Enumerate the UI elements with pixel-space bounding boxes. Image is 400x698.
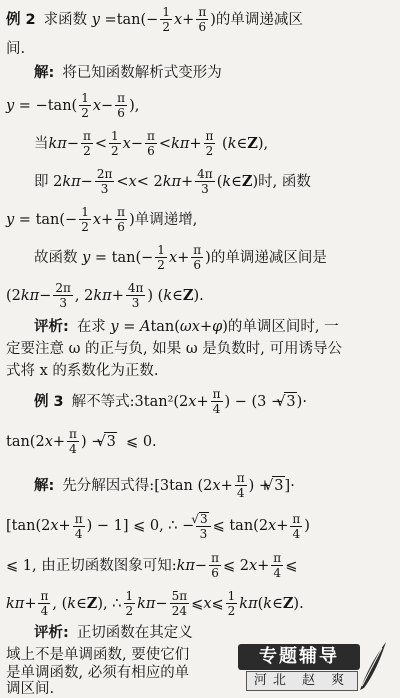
- quill-pen-icon: [356, 640, 388, 692]
- solution-2-intro: 解: 将已知函数解析式变形为: [34, 65, 222, 81]
- solution-2-condition: 当 kπ − $\frac{\pi}{2}$ < $\frac{1}{2}$ x − $\frac{\pi}{6}$ < kπ + $\frac{\pi}{2}$ ( k ∈ Z ),: [34, 129, 269, 158]
- solution-3-factor-cont: [tan(2 x + $\frac{\pi}{4}$ ) − 1] ⩽ 0, ∴ − √ $\frac{3}{3}$ ⩽ tan(2 x + $\frac{\pi}{4}$ ): [6, 512, 396, 540]
- comment-2-line-2: 域上不是单调函数, 要使它们: [6, 647, 190, 663]
- comment-2-line-4: 调区间.: [6, 681, 55, 697]
- comment-1-line-1: 评析: 在求 y = A tan( ωx + φ ) 的单调区间时, 一: [34, 319, 339, 335]
- example-3-inequality-cont: tan(2 x + $\frac{\pi}{4}$ ) − √ 3 ⩽ 0.: [6, 428, 396, 455]
- example-2-heading-cont: 间.: [6, 41, 26, 57]
- comment-1-line-3: 式将 x 的系数化为正数.: [6, 363, 159, 379]
- comment-1-line-2: 定要注意 ω 的正与负, 如果 ω 是负数时, 可用诱导公: [6, 341, 343, 357]
- solution-2-transform: y = −tan( $\frac{1}{2}$ x − $\frac{\pi}{6}$ ),: [6, 91, 140, 120]
- solution-2-increasing: y = tan(− $\frac{1}{2}$ x + $\frac{\pi}{6}$ ) 单调递增,: [6, 205, 198, 234]
- solution-3-graph: ⩽ 1, 由正切函数图象可知: kπ − $\frac{\pi}{6}$ ⩽ 2 x + $\frac{\pi}{4}$ ⩽: [6, 551, 298, 580]
- example-3-heading: 例 3 解不等式: 3tan²(2 x + $\frac{\pi}{4}$ ) − (3 − √ 3 )·: [34, 388, 396, 415]
- solution-2-conclusion: 故函数 y = tan(− $\frac{1}{2}$ x + $\frac{\pi}{6}$ ) 的单调递减区间是: [34, 243, 327, 272]
- author-name: 河北 赵 爽: [246, 671, 358, 691]
- example-2-heading: 例 2 求函数 y = tan(− $\frac{1}{2}$ x + $\frac{\pi}{6}$ ) 的单调递减区: [6, 5, 303, 34]
- solution-3-factor: 解: 先分解因式得: [3tan (2 x + $\frac{\pi}{4}$ ) + √ 3 ]·: [34, 472, 396, 499]
- comment-2-line-1: 评析: 正切函数在其定义: [34, 625, 193, 641]
- column-title: 专题辅导: [238, 644, 360, 670]
- solution-3-result: kπ + $\frac{\pi}{4}$ , ( k ∈ Z ), ∴ $\frac{1}{2}$ kπ − $\frac{5\pi}{24}$ ⩽ x ⩽ $\frac{1}{2}$ kπ ( k ∈ Z ).: [6, 589, 304, 618]
- column-badge: [238, 640, 388, 692]
- solution-2-range: 即 2 kπ − $\frac{2\pi}{3}$ < x < 2 kπ + $\frac{4\pi}{3}$ ( k ∈ Z ) 时, 函数: [34, 167, 311, 196]
- solution-2-interval: (2 kπ − $\frac{2\pi}{3}$ , 2 kπ + $\frac{4\pi}{3}$ ) ( k ∈ Z ).: [6, 281, 204, 310]
- comment-2-line-3: 是单调函数, 必须有相应的单: [6, 665, 190, 681]
